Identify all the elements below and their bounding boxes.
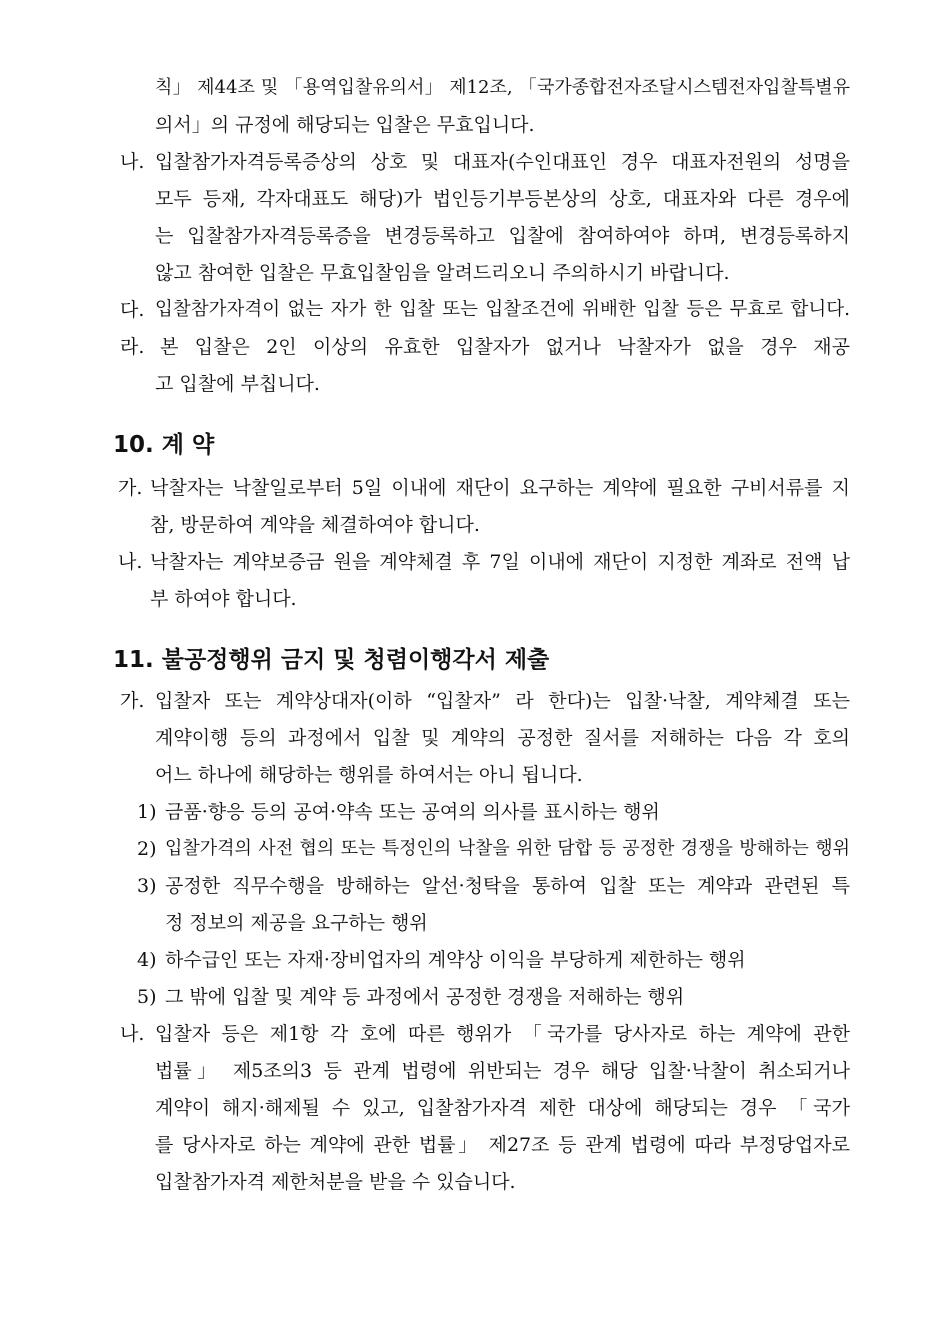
item-marker: 가. bbox=[118, 477, 143, 499]
text: 본 입찰은 2인 이상의 유효한 입찰자가 없거나 낙찰자가 없을 경우 재공 bbox=[160, 336, 850, 358]
text: 부 하여야 합니다. bbox=[150, 588, 297, 610]
text: 입찰참가자격이 없는 자가 한 입찰 또는 입찰조건에 위배한 입찰 등은 무효로 합니다. bbox=[155, 299, 850, 320]
text: 의서」의 규정에 해당되는 입찰은 무효입니다. bbox=[155, 114, 535, 136]
text: 법률」 제5조의3 등 관계 법령에 위반되는 경우 해당 입찰·낙찰이 취소되거나 bbox=[155, 1060, 850, 1082]
sub-marker: 5) bbox=[137, 986, 157, 1008]
sub-marker: 4) bbox=[137, 949, 157, 971]
text: 계약이행 등의 과정에서 입찰 및 계약의 공정한 질서를 저해하는 다음 각 호의 bbox=[155, 727, 850, 749]
text: 낙찰자는 낙찰일로부터 5일 이내에 재단이 요구하는 계약에 필요한 구비서류를 지 bbox=[150, 477, 850, 499]
section-10-heading: 10. 계 약 bbox=[113, 432, 215, 458]
text: 칙」 제44조 및 「용역입찰유의서」 제12조, 「국가종합전자조달시스템전자입찰특별유 bbox=[155, 77, 850, 98]
text: 고 입찰에 부칩니다. bbox=[155, 373, 320, 395]
sub-marker: 2) bbox=[137, 838, 157, 860]
item-marker: 나. bbox=[120, 1023, 145, 1045]
text: 그 밖에 입찰 및 계약 등 과정에서 공정한 경쟁을 저해하는 행위 bbox=[165, 986, 685, 1008]
item-marker: 나. bbox=[118, 551, 143, 573]
text: 모두 등재, 각자대표도 해당)가 법인등기부등본상의 상호, 대표자와 다른 경우에 bbox=[155, 188, 850, 210]
text: 를 당사자로 하는 계약에 관한 법률」 제27조 등 관계 법령에 따라 부정당업자로 bbox=[155, 1134, 850, 1156]
text: 어느 하나에 해당하는 행위를 하여서는 아니 됩니다. bbox=[155, 764, 583, 786]
item-marker: 나. bbox=[120, 151, 145, 173]
item-marker: 다. bbox=[120, 299, 145, 321]
text: 입찰자 또는 계약상대자(이하 “입찰자” 라 한다)는 입찰·낙찰, 계약체결 또는 bbox=[155, 690, 850, 712]
text: 입찰자 등은 제1항 각 호에 따른 행위가 「국가를 당사자로 하는 계약에 관한 bbox=[155, 1023, 850, 1045]
text: 입찰가격의 사전 협의 또는 특정인의 낙찰을 위한 담합 등 공정한 경쟁을 방해하는 행위 bbox=[165, 838, 850, 859]
text: 금품·향응 등의 공여·약속 또는 공여의 의사를 표시하는 행위 bbox=[165, 801, 660, 823]
text: 는 입찰참가자격등록증을 변경등록하고 입찰에 참여하여야 하며, 변경등록하지 bbox=[155, 225, 850, 247]
text: 입찰참가자격 제한처분을 받을 수 있습니다. bbox=[155, 1171, 516, 1193]
text: 하수급인 또는 자재·장비업자의 계약상 이익을 부당하게 제한하는 행위 bbox=[165, 949, 746, 971]
text: 입찰참가자격등록증상의 상호 및 대표자(수인대표인 경우 대표자전원의 성명을 bbox=[155, 151, 850, 173]
item-marker: 가. bbox=[120, 690, 145, 712]
text: 정 정보의 제공을 요구하는 행위 bbox=[165, 912, 428, 934]
sub-marker: 1) bbox=[137, 801, 157, 823]
text: 참, 방문하여 계약을 체결하여야 합니다. bbox=[150, 514, 480, 536]
text: 계약이 해지·해제될 수 있고, 입찰참가자격 제한 대상에 해당되는 경우 「국가 bbox=[155, 1097, 850, 1119]
sub-marker: 3) bbox=[137, 875, 157, 897]
text: 공정한 직무수행을 방해하는 알선·청탁을 통하여 입찰 또는 계약과 관련된 특 bbox=[165, 875, 850, 897]
section-11-heading: 11. 불공정행위 금지 및 청렴이행각서 제출 bbox=[113, 647, 550, 673]
text: 않고 참여한 입찰은 무효입찰임을 알려드리오니 주의하시기 바랍니다. bbox=[155, 262, 730, 284]
text: 낙찰자는 계약보증금 원을 계약체결 후 7일 이내에 재단이 지정한 계좌로 전액 납 bbox=[150, 551, 850, 573]
item-marker: 라. bbox=[120, 336, 145, 358]
